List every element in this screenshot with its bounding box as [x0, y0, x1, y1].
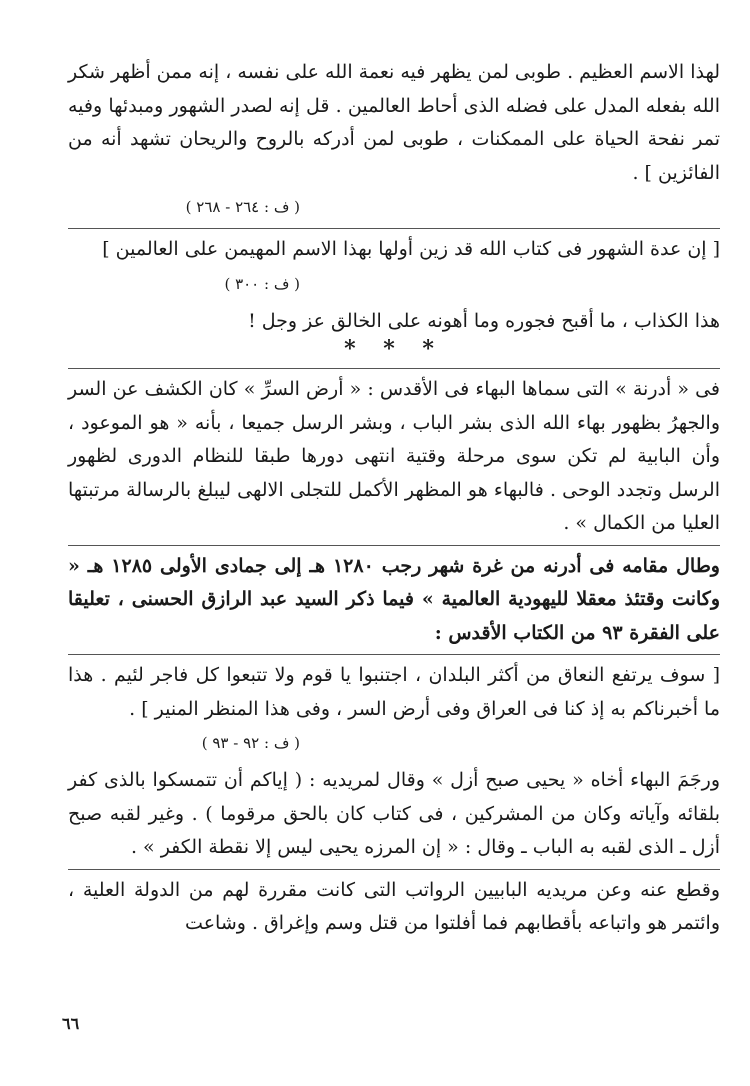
- paragraph-8: وقطع عنه وعن مريديه البابيين الرواتب التى كانت مقررة لهم من الدولة العلية ، وائتمر هو واتباعه بأقطابهم فما أفلتوا من قتل وسم وإغراق . وشاعت: [68, 878, 720, 934]
- paragraph-7: ورجَمَ البهاء أخاه « يحيى صبح أزل » وقال لمريديه : ( إياكم أن تتمسكوا بالذى كفر بلقائه وآياته وكان من المشركين ، فى كتاب كان بالحق مرقوما ) . وغير لقبه صبح أزل ـ الذى لقبه به الباب ـ وقال : « إن المرزه يحيى ليس إلا نقطة الكفر » .: [68, 769, 720, 858]
- divider-rule-4: [68, 654, 720, 655]
- paragraph-3: هذا الكذاب ، ما أقبح فجوره وما أهونه على الخالق عز وجل !: [248, 309, 720, 332]
- quote-paragraph-6: [ سوف يرتفع النعاق من أكثر البلدان ، اجتنبوا يا قوم ولا تتبعوا كل فاجر لئيم . هذا ما أخبرناكم به إذ كنا فى العراق وفى أرض السر ، وفى هذا المنظر المنير ] .: [68, 664, 720, 720]
- page-number: ٦٦: [62, 1014, 80, 1033]
- quote-paragraph-2: [ إن عدة الشهور فى كتاب الله قد زين أولها بهذا الاسم المهيمن على العالمين ]: [102, 238, 720, 260]
- divider-rule-1: [68, 228, 720, 229]
- citation-3: ( ف : ٩٢ - ٩٣ ): [201, 734, 300, 752]
- divider-rule-2: [68, 368, 720, 369]
- section-separator: * * *: [344, 336, 444, 362]
- citation-1: ( ف : ٢٦٤ - ٢٦٨ ): [185, 198, 300, 216]
- paragraph-1: لهذا الاسم العظيم . طوبى لمن يظهر فيه نعمة الله على نفسه ، إنه ممن أظهر شكر الله بفعله المدل على فضله الذى أحاط العالمين . قل إنه لصدر الشهور ومبدئها وفيه تمر نفحة الحياة على الممكنات ، طوبى لمن أدركه بالروح والريحان تشهد أنه من الفائزين ] .: [68, 61, 720, 184]
- page-body: [68, 56, 720, 941]
- paragraph-4: فى « أدرنة » التى سماها البهاء فى الأقدس : « أرض السرِّ » كان الكشف عن السر والجهرُ بظهور بهاء الله الذى بشر الباب ، وبشر الرسل جميعا ، بأنه « هو الموعود ، وأن البابية لم تكن سوى مرحلة وقتية انتهى دورها طبقا للنظام الدورى لظهور الرسل وتجدد الوحى . فالبهاء هو المظهر الأكمل للتجلى الالهى ليبلغ بالرسالة مرتبتها العليا من الكمال » .: [68, 378, 720, 534]
- paragraph-5: وطال مقامه فى أدرنه من غرة شهر رجب ١٢٨٠ هـ إلى جمادى الأولى ١٢٨٥ هـ « وكانت وقتئذ معقلا لليهودية العالمية » فيما ذكر السيد عبد الرازق الحسنى ، تعليقا على الفقرة ٩٣ من الكتاب الأقدس :: [68, 554, 720, 644]
- citation-2: ( ف : ٣٠٠ ): [224, 274, 300, 293]
- divider-rule-5: [68, 869, 720, 870]
- divider-rule-3: [68, 545, 720, 546]
